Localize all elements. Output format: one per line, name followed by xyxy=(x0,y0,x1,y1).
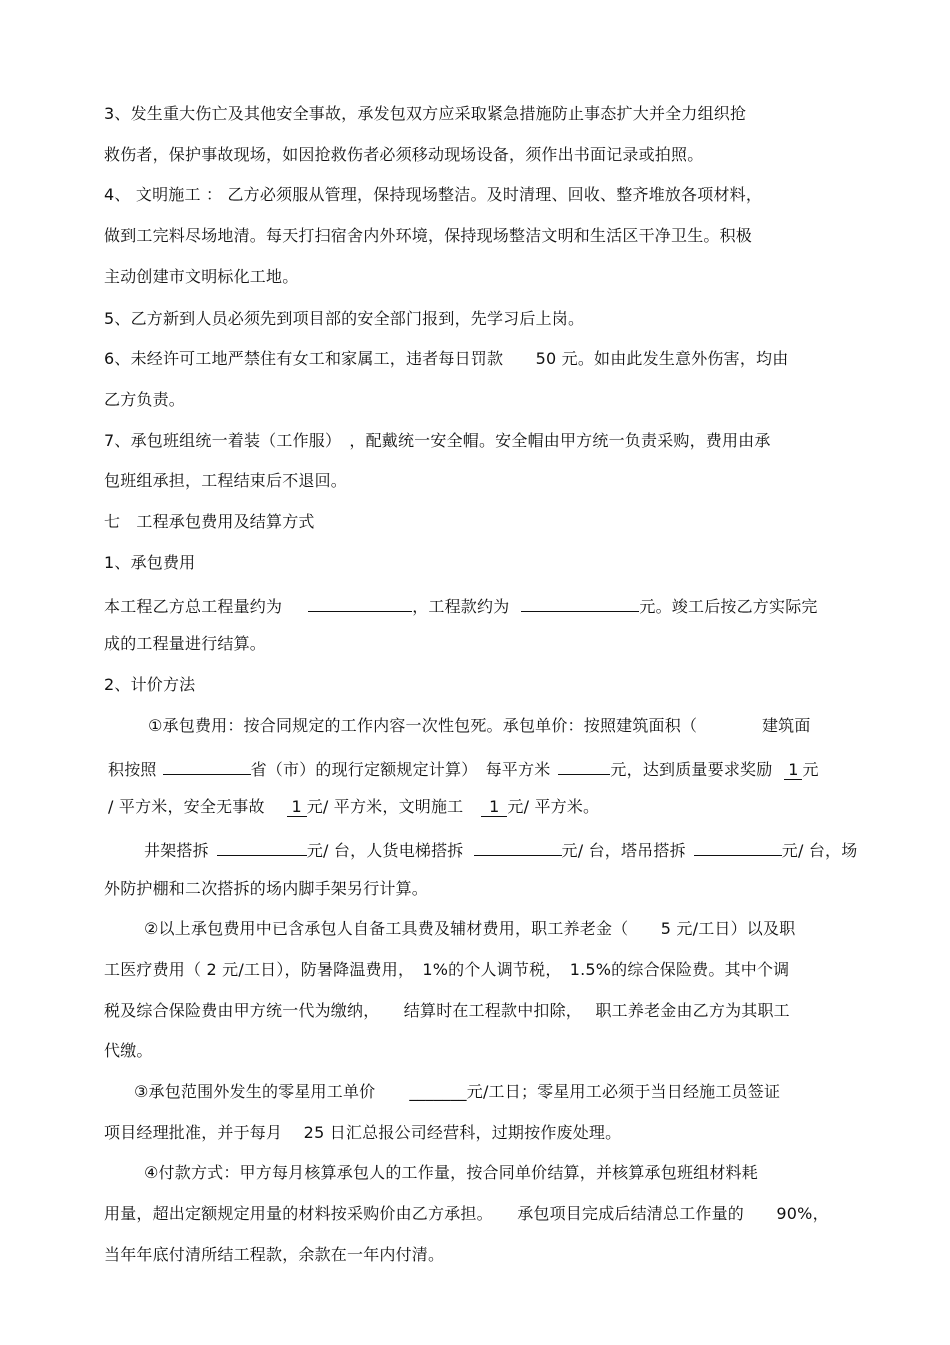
text-fragment: 元/ 台，场 xyxy=(781,841,858,860)
text-line: 成的工程量进行结算。 xyxy=(104,634,267,653)
text-line: 外防护棚和二次搭拆的场内脚手架另行计算。 xyxy=(104,879,429,898)
text-line: 代缴。 xyxy=(104,1041,153,1060)
subsection-heading: 2、计价方法 xyxy=(104,675,196,694)
text-line: ④付款方式：甲方每月核算承包人的工作量，按合同单价结算，并核算承包班组材料耗 xyxy=(144,1163,758,1182)
blank-hoist-price xyxy=(217,837,307,856)
text-line: 包班组承担，工程结束后不退回。 xyxy=(104,471,348,490)
value-civilized-bonus: 1 xyxy=(481,798,507,817)
blank-project-payment xyxy=(521,593,639,612)
text-line: 主动创建市文明标化工地。 xyxy=(104,267,299,286)
text-line: 乙方负责。 xyxy=(104,390,186,409)
text-fragment: 元，达到质量要求奖励 xyxy=(610,760,773,779)
text-line: 6、未经许可工地严禁住有女工和家属工，违者每日罚款 50 元。如由此发生意外伤害，均由 xyxy=(104,349,789,368)
blank-casual-labor-price: _______ xyxy=(409,1082,467,1101)
value-quality-bonus: 1 xyxy=(784,761,802,780)
text-fragment: 元/工日；零星用工必须于当日经施工员签证 xyxy=(466,1082,781,1101)
text-fragment: 元/ 台，人货电梯搭拆 xyxy=(306,841,464,860)
text-line: ②以上承包费用中已含承包人自备工具费及辅材费用，职工养老金（ 5 元/工日）以及职 xyxy=(144,919,796,938)
text-line: 项目经理批准，并于每月 25 日汇总报公司经营科，过期按作废处理。 xyxy=(104,1123,622,1142)
text-line xyxy=(104,593,818,618)
value-safety-bonus: 1 xyxy=(287,798,307,817)
blank-unit-price xyxy=(558,756,610,775)
text-fragment: 元 xyxy=(802,760,819,779)
text-line xyxy=(144,837,857,862)
text-fragment: 积按照 xyxy=(108,760,157,779)
text-line: 救伤者，保护事故现场，如因抢救伤者必须移动现场设备，须作出书面记录或拍照。 xyxy=(104,145,704,164)
text-fragment: 元/ 台，塔吊搭拆 xyxy=(561,841,686,860)
text-line: 4、 文明施工 ： 乙方必须服从管理，保持现场整洁。及时清理、回收、整齐堆放各项材料， xyxy=(104,185,763,204)
section-heading: 七 工程承包费用及结算方式 xyxy=(104,512,315,531)
text-line: 税及综合保险费由甲方统一代为缴纳， 结算时在工程款中扣除， 职工养老金由乙方为其职工 xyxy=(104,1001,790,1020)
text-line xyxy=(108,796,599,818)
text-line: ①承包费用：按合同规定的工作内容一次性包死。承包单价：按照建筑面积（ 建筑面 xyxy=(148,716,811,735)
text-fragment: 本工程乙方总工程量约为 xyxy=(104,597,283,616)
text-line: 用量，超出定额规定用量的材料按采购价由乙方承担。 承包项目完成后结清总工作量的 90%， xyxy=(104,1204,829,1223)
text-line: 5、乙方新到人员必须先到项目部的安全部门报到，先学习后上岗。 xyxy=(104,309,585,328)
text-line xyxy=(134,1081,780,1103)
text-fragment: ，工程款约为 xyxy=(412,597,510,616)
text-fragment: 省（市）的现行定额规定计算） 每平方米 xyxy=(250,760,551,779)
text-fragment: 元/ 平方米，文明施工 xyxy=(306,797,464,816)
text-line: 7、承包班组统一着装（工作服） ，配戴统一安全帽。安全帽由甲方统一负责采购，费用由承 xyxy=(104,431,771,450)
blank-crane-price xyxy=(694,837,782,856)
subsection-heading: 1、承包费用 xyxy=(104,553,196,572)
blank-total-quantity xyxy=(308,593,412,612)
text-line xyxy=(108,756,819,781)
text-line: 当年年底付清所结工程款，余款在一年内付清。 xyxy=(104,1245,445,1264)
text-line: 做到工完料尽场地清。每天打扫宿舍内外环境，保持现场整洁文明和生活区干净卫生。积极 xyxy=(104,226,753,245)
text-fragment: 井架搭拆 xyxy=(144,841,209,860)
blank-province xyxy=(163,756,251,775)
text-fragment: 元/ 平方米。 xyxy=(507,797,600,816)
text-fragment: / 平方米，安全无事故 xyxy=(108,797,265,816)
text-line: 工医疗费用（ 2 元/工日），防暑降温费用， 1%的个人调节税， 1.5%的综合保险费。其中个调 xyxy=(104,960,790,979)
text-line: 3、发生重大伤亡及其他安全事故，承发包双方应采取紧急措施防止事态扩大并全力组织抢 xyxy=(104,104,747,123)
blank-elevator-price xyxy=(474,837,562,856)
text-fragment: ③承包范围外发生的零星用工单价 xyxy=(134,1082,376,1101)
text-fragment: 元。竣工后按乙方实际完 xyxy=(639,597,818,616)
